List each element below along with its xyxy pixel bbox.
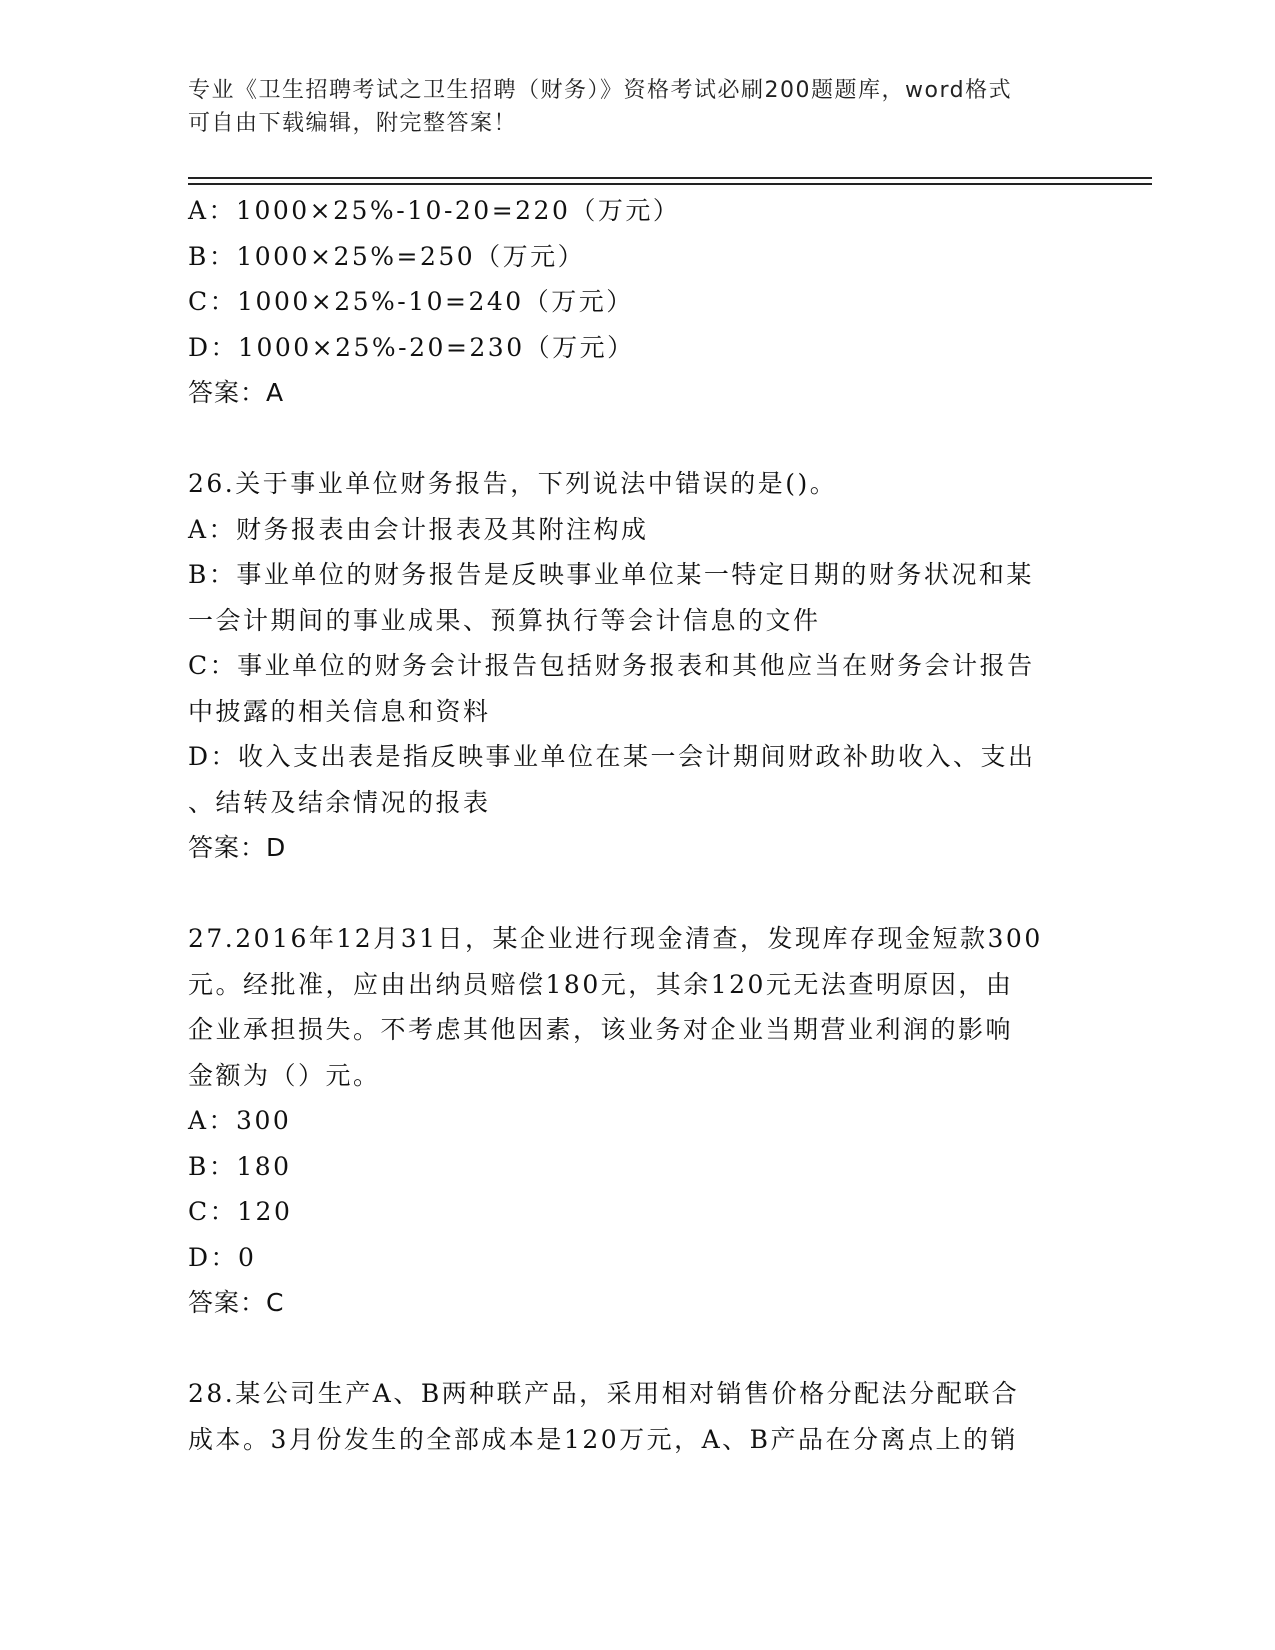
option-b: B：1000×25%=250（万元）	[188, 241, 586, 271]
header-rule-bottom	[188, 183, 1152, 185]
spacer	[188, 1326, 1078, 1372]
spacer	[188, 416, 1078, 462]
question-28	[188, 1371, 1078, 1462]
question-stem: 26.关于事业单位财务报告，下列说法中错误的是()。	[188, 469, 838, 498]
question-25	[188, 188, 1078, 416]
question-stem: 28.某公司生产A、B两种联产品，采用相对销售价格分配法分配联合	[188, 1379, 1020, 1408]
option-c: C：120	[188, 1197, 293, 1226]
option-c-continued: 中披露的相关信息和资料	[188, 696, 491, 726]
header-rule-top	[188, 177, 1152, 179]
question-stem-continued: 企业承担损失。不考虑其他因素，该业务对企业当期营业利润的影响	[188, 1015, 1014, 1044]
answer: 答案：D	[188, 833, 287, 862]
question-27	[188, 916, 1078, 1326]
option-c: C：事业单位的财务会计报告包括财务报表和其他应当在财务会计报告	[188, 651, 1035, 680]
question-stem: 27.2016年12月31日，某企业进行现金清查，发现库存现金短款300	[188, 924, 1043, 953]
header-line-2: 可自由下载编辑，附完整答案！	[188, 111, 518, 136]
option-b-continued: 一会计期间的事业成果、预算执行等会计信息的文件	[188, 605, 821, 635]
option-d: D：0	[188, 1242, 257, 1272]
option-a: A：财务报表由会计报表及其附注构成	[188, 514, 649, 544]
option-d: D：收入支出表是指反映事业单位在某一会计期间财政补助收入、支出	[188, 742, 1036, 771]
answer: 答案：A	[188, 378, 285, 407]
question-26	[188, 461, 1078, 871]
question-stem-continued: 金额为（）元。	[188, 1060, 381, 1090]
question-stem-continued: 成本。3月份发生的全部成本是120万元，A、B产品在分离点上的销	[188, 1424, 1019, 1454]
option-a: A：1000×25%-10-20=220（万元）	[188, 196, 681, 225]
option-b: B：180	[188, 1151, 292, 1181]
option-d: D：1000×25%-20=230（万元）	[188, 332, 635, 362]
header-line-1: 专业《卫生招聘考试之卫生招聘（财务）》资格考试必刷200题题库，word格式	[188, 78, 1013, 103]
option-a: A：300	[188, 1106, 292, 1135]
spacer	[188, 871, 1078, 917]
option-b: B：事业单位的财务报告是反映事业单位某一特定日期的财务状况和某	[188, 560, 1034, 589]
document-header	[188, 74, 1068, 140]
question-stem-continued: 元。经批准，应由出纳员赔偿180元，其余120元无法查明原因，由	[188, 969, 1014, 999]
option-d-continued: 、结转及结余情况的报表	[188, 787, 491, 817]
option-c: C：1000×25%-10=240（万元）	[188, 287, 634, 316]
answer: 答案：C	[188, 1288, 285, 1317]
document-body	[188, 188, 1078, 1462]
